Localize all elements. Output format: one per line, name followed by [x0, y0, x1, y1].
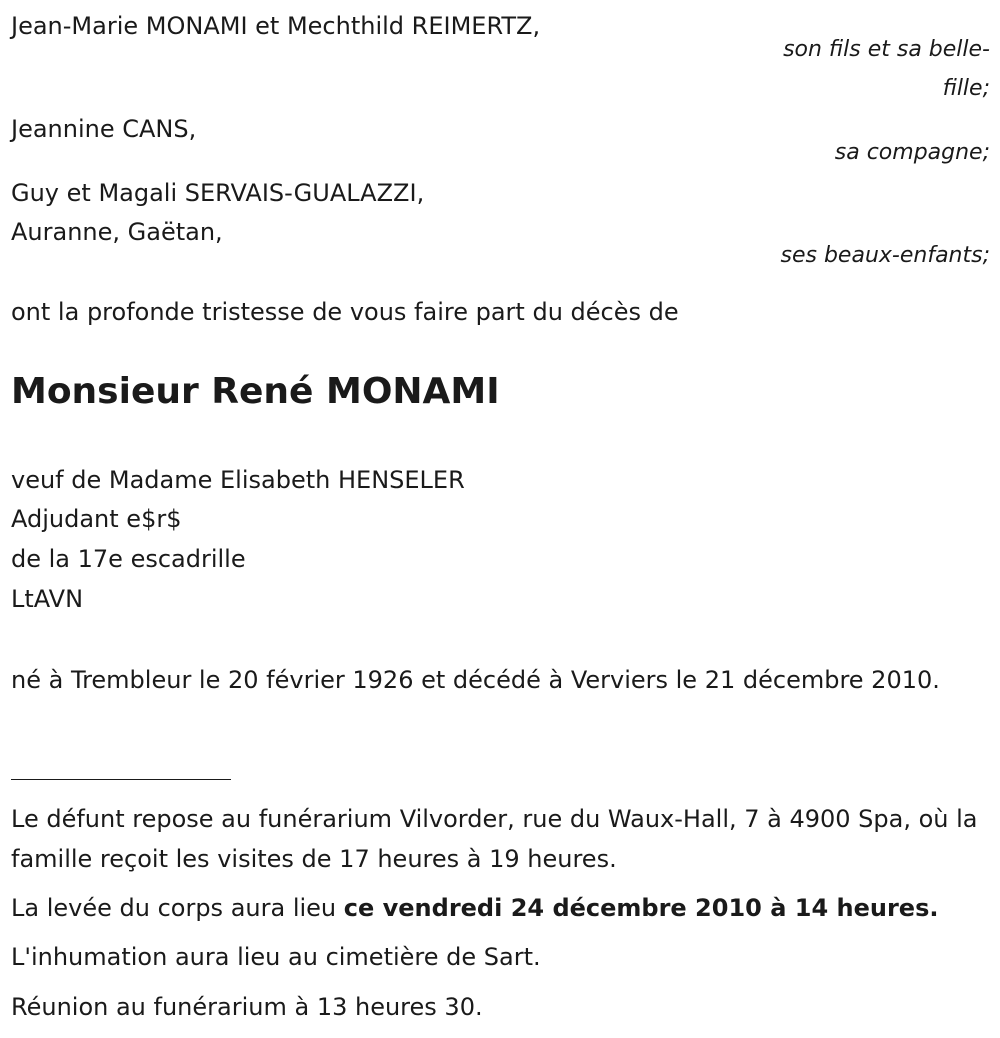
- companion-name: Jeannine CANS,: [11, 115, 197, 143]
- stepchildren-line1: Guy et Magali SERVAIS-GUALAZZI,: [11, 179, 425, 207]
- levee-date: ce vendredi 24 décembre 2010 à 14 heures.: [343, 894, 939, 922]
- announcement-text: ont la profonde tristesse de vous faire part du décès de: [11, 298, 679, 326]
- deceased-detail: LtAVN: [11, 585, 84, 613]
- stepchildren-line2: Auranne, Gaëtan,: [11, 218, 223, 246]
- stepchildren-role: ses beaux-enfants;: [780, 243, 990, 268]
- levee-text: [11, 888, 991, 928]
- deceased-detail: veuf de Madame Elisabeth HENSELER: [11, 466, 465, 494]
- reunion-text: Réunion au funérarium à 13 heures 30.: [11, 993, 483, 1021]
- deceased-detail: Adjudant e$r$: [11, 505, 182, 533]
- separator-line: [11, 779, 231, 780]
- companion-role: sa compagne;: [834, 140, 990, 165]
- son-names: Jean-Marie MONAMI et Mechthild REIMERTZ,: [11, 12, 541, 40]
- son-role-line1: son fils et sa belle-: [783, 37, 990, 62]
- burial-text: L'inhumation aura lieu au cimetière de Sart.: [11, 943, 541, 971]
- son-role-line2: fille;: [942, 76, 990, 101]
- deceased-name: Monsieur René MONAMI: [11, 371, 500, 412]
- levee-prefix: La levée du corps aura lieu: [11, 894, 344, 922]
- deceased-detail: de la 17e escadrille: [11, 545, 246, 573]
- birth-death-text: né à Trembleur le 20 février 1926 et décédé à Verviers le 21 décembre 2010.: [11, 666, 940, 694]
- rest-place-text: Le défunt repose au funérarium Vilvorder, rue du Waux-Hall, 7 à 4900 Spa, où la famille reçoit les visites de 17 heures à 19 heures.: [11, 805, 978, 873]
